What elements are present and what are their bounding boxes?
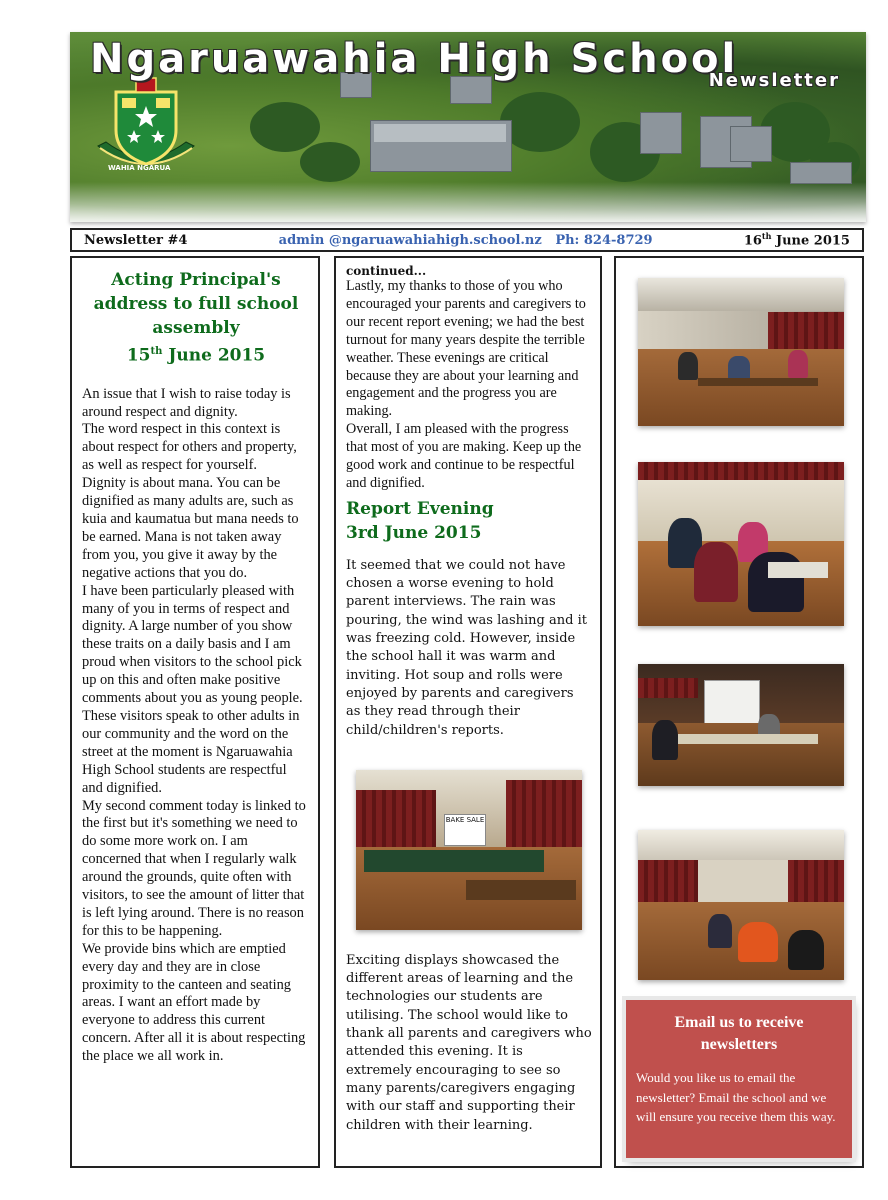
paragraph: Overall, I am pleased with the progress that most of you are making. Keep up the good work and continue to be respectful and dignified. (346, 421, 582, 491)
paragraph: I have been particularly pleased with many of you in terms of respect and dignity. A large number of you show these traits on a daily basis and I am proud when visitors to the school pick up on this and often make positive comments about you as young people. (82, 582, 303, 707)
report-evening-column (334, 256, 602, 1168)
email-signup-box (626, 1000, 852, 1158)
hall-interviews-photo-1 (638, 278, 844, 426)
paragraph: These visitors speak to other adults in our community and the word on the street at the moment is Ngaruawahia High School students are respectful and dignified. (82, 707, 300, 796)
hall-interviews-photo-4 (638, 830, 844, 980)
report-evening-heading: Report Evening 3rd June 2015 (346, 498, 494, 543)
newsletter-masthead-title: Ngaruawahia High School (90, 36, 739, 82)
continued-label: continued... (346, 264, 427, 278)
issue-number: Newsletter #4 (84, 232, 188, 248)
masthead-banner (70, 32, 866, 222)
principal-address-body (82, 386, 310, 1066)
paragraph: An issue that I wish to raise today is around respect and dignity. (82, 385, 291, 420)
paragraph: We provide bins which are emptied every day and they are in close proximity to the canteen and seating areas. I want an effort made by everyone to address this current concern. After all it is about respecting the place we all work in. (82, 940, 306, 1065)
paragraph: Dignity is about mana. You can be dignified as many adults are, such as kuia and kaumatua but mana needs to be earned. Mana is not taken away from you, you give it away by the negative actions that you do. (82, 475, 299, 581)
report-evening-closing: Exciting displays showcased the different areas of learning and the technologies our students are utilising. The school would like to thank all parents and caregivers who attended this evening. It is extremely encouraging to see so many parents/caregivers engaging with our staff and supporting their children with their learning. (346, 952, 592, 1133)
paragraph: The word respect in this context is about respect for others and property, as well as respect for yourself. (82, 421, 297, 474)
email-signup-text: Would you like us to email the newsletter? Email the school and we will ensure you receive them this way. (636, 1070, 836, 1124)
issue-info-bar (70, 228, 864, 252)
principal-address-heading: Acting Principal's address to full school assembly 15th June 2015 (93, 270, 299, 366)
newsletter-masthead-subtitle: Newsletter (708, 70, 840, 91)
issue-date: 16th June 2015 (743, 231, 850, 249)
principal-address-column (70, 256, 320, 1168)
email-signup-title: Email us to receive newsletters (674, 1014, 804, 1053)
hall-interviews-photo-3 (638, 664, 844, 786)
hall-interviews-photo-2 (638, 462, 844, 626)
bake-sale-photo (356, 770, 582, 930)
report-evening-intro: It seemed that we could not have chosen a worse evening to hold parent interviews. The rain was pouring, the wind was lashing and it was freezing cold. However, inside the school hall it was warm and inviting. Hot soup and rolls were enjoyed by parents and caregivers as they read through their child/children's reports. (346, 557, 587, 738)
paragraph: My second comment today is linked to the first but it's something we need to do some more work on. I am concerned that when I regularly walk around the grounds, quite often with visitors, to see the amount of litter that is left lying around. There is no reason for this to be happening. (82, 797, 306, 939)
bake-sale-sign: BAKE SALE (444, 814, 486, 846)
contact-details: admin @ngaruawahiahigh.school.nz Ph: 824-8729 (278, 232, 653, 248)
principal-address-continued-body (346, 278, 592, 493)
crest-motto: WAHIA NGARUA (108, 164, 171, 172)
paragraph: Lastly, my thanks to those of you who encouraged your parents and caregivers to our recent report evening; we had the best turnout for many years despite the terrible weather. These evenings are critical because they are about your learning and engagement and the progress you are making. (346, 278, 586, 420)
